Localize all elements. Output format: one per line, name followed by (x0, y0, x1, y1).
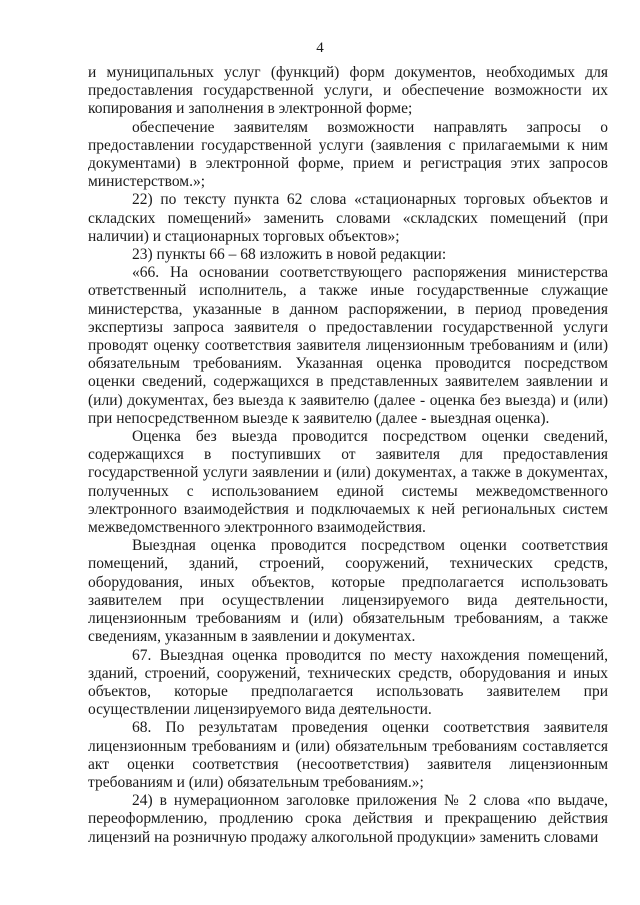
paragraph: 68. По результатам проведения оценки соответствия заявителя лицензионным требованиям и (или) обязательным требованиям составляется акт оценки соответствия (несоответствия) заявителя лицензионным требованиям и (или) обязательным требованиям.»; (88, 719, 608, 791)
page-number: 4 (316, 40, 324, 56)
paragraph: 23) пункты 66 – 68 изложить в новой редакции: (132, 246, 447, 264)
paragraph: и муниципальных услуг (функций) форм документов, необходимых для предоставления государственной услуги, и обеспечение возможности их копирования и заполнения в электронной форме; (88, 64, 608, 118)
paragraph: «66. На основании соответствующего распоряжения министерства ответственный исполнитель, а также иные государственные служащие министерства, указанные в данном распоряжении, в период проведения экспертизы запроса заявителя о предоставлении государственной услуги проводят оценку соответствия заявителя лицензионным требованиям и (или) обязательным требованиям. Указанная оценка проводится посредством оценки сведений, содержащихся в представленных заявителем заявлении и (или) документах, без выезда к заявителю (далее - оценка без выезда) и (или) при непосредственном выезде к заявителю (далее - выездная оценка). (88, 264, 608, 427)
body-text (88, 64, 608, 847)
paragraph: Оценка без выезда проводится посредством оценки сведений, содержащихся в поступивших от заявителя для предоставления государственной услуги заявлении и (или) документах, а также в документах, полученных с использованием единой системы межведомственного электронного взаимодействия и подключаемых к ней региональных систем межведомственного электронного взаимодействия. (88, 428, 608, 537)
paragraph: обеспечение заявителям возможности направлять запросы о предоставлении государственной услуги (заявления с прилагаемыми к ним документами) в электронной форме, прием и регистрация этих запросов министерством.»; (88, 118, 608, 191)
paragraph: 22) по тексту пункта 62 слова «стационарных торговых объектов и складских помещений» заменить словами «складских помещений (при наличии) и стационарных торговых объектов»; (88, 191, 608, 245)
paragraph: 67. Выездная оценка проводится по месту нахождения помещений, зданий, строений, сооружений, технических средств, оборудования и иных объектов, которые предполагается использовать заявителем при осуществлении лицензируемого вида деятельности. (88, 646, 608, 719)
paragraph: Выездная оценка проводится посредством оценки соответствия помещений, зданий, строений, сооружений, технических средств, оборудования, иных объектов, которые предполагается использовать заявителем при осуществлении лицензируемого вида деятельности, лицензионным требованиям и (или) обязательным требованиям, а также сведениям, указанным в заявлении и документах. (88, 537, 608, 646)
paragraph: 24) в нумерационном заголовке приложения № 2 слова «по выдаче, переоформлению, продлению срока действия и прекращению действия лицензий на розничную продажу алкогольной продукции» заменить словами (88, 792, 608, 846)
